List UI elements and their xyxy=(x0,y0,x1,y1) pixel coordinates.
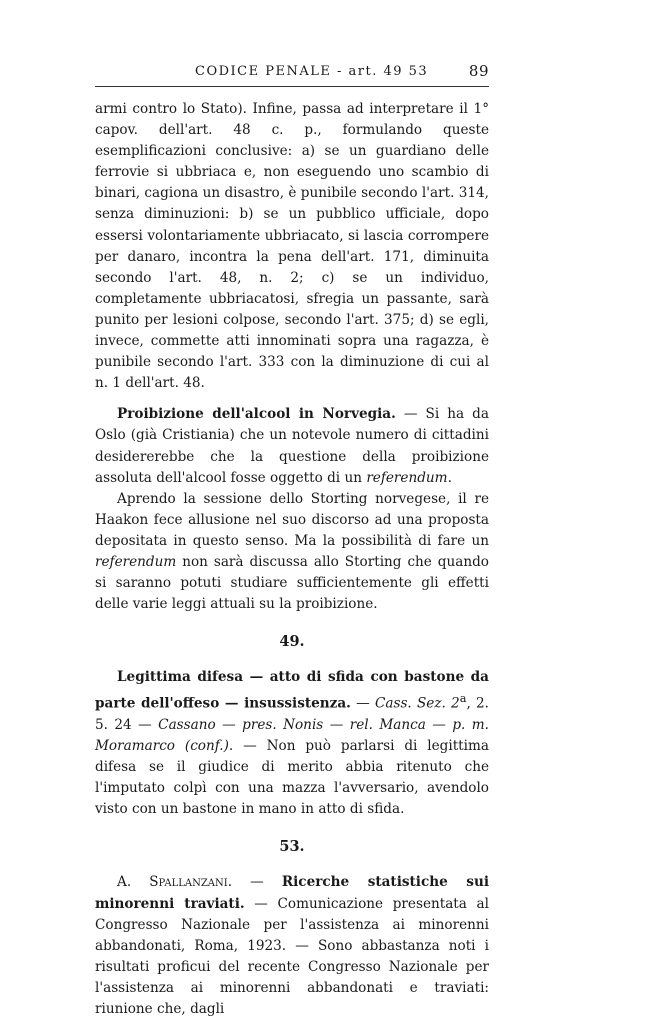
paragraph-storting xyxy=(95,489,489,616)
storting-text: Aprendo la sessione dello Storting norvegese, il re Haakon fece allusione nel suo discorso ad una proposta depositata in questo senso. Ma la possibilità di fare un xyxy=(95,490,489,549)
paragraph-spallanzani xyxy=(95,872,489,1020)
spallanzani-dash: — xyxy=(232,874,282,891)
running-head xyxy=(95,62,489,84)
page-number: 89 xyxy=(468,62,489,80)
paragraph-legitimate-defense xyxy=(95,667,489,820)
defense-parties: Cassano — pres. Nonis — rel. Manca — p. m. Moramarco (conf.) xyxy=(95,716,489,755)
defense-text: . — Non può parlarsi di legittima difesa se il giudice di merito abbia ritenuto che l'imputato colpì con una mazza l'avversario, avendolo visto con un bastone in mano in atto di sfida. xyxy=(95,738,489,818)
defense-date: , 2. 5. 24 — xyxy=(95,695,489,733)
spallanzani-author: A. Spallanzani. xyxy=(117,874,233,891)
defense-court-sup: a xyxy=(459,691,467,706)
running-head-title: CODICE PENALE - art. 49 53 xyxy=(195,64,429,79)
norway-text-end: . xyxy=(447,469,452,486)
norway-text: — Si ha da Oslo (già Cristiania) che un notevole numero di cittadini desidererebbe che la questione della proibizione assoluta dell'alcool fosse oggetto di un xyxy=(95,406,489,486)
norway-heading: Proibizione dell'alcool in Norvegia. xyxy=(117,406,396,423)
spacer xyxy=(95,394,489,404)
spacer xyxy=(95,820,489,836)
defense-dash: — xyxy=(350,695,375,712)
spallanzani-text: — Comunicazione presentata al Congresso Nazionale per l'assistenza ai minorenni abbandonati, Roma, 1923. — Sono abbastanza noti i risultati proficui del recente Congresso Nazionale per l'assistenza ai minorenni abbandonati e traviati: riunione che, dagli xyxy=(95,895,489,1017)
defense-heading: Legittima difesa — atto di sfida con bastone da parte dell'offeso — insussistenza. xyxy=(95,669,489,712)
defense-court: Cass. Sez. 2 xyxy=(374,695,460,712)
paragraph-norway-alcohol xyxy=(95,404,489,488)
section-number-49: 49. xyxy=(279,633,305,651)
paragraph-intoxication-examples: armi contro lo Stato). Infine, passa ad interpretare il 1° capov. dell'art. 48 c. p., formulando queste esemplificazioni conclusive: a) se un guardiano delle ferrovie si ubbriaca e, non eseguendo uno scambio di binari, cagiona un disastro, è punibile secondo l'art. 314, senza diminuzioni: b) se un pubblico ufficiale, dopo essersi volontariamente ubbriacato, si lascia corrompere per danaro, incontra la pena dell'art. 171, diminuita secondo l'art. 48, n. 2; c) se un individuo, completamente ubbriacatosi, sfregia un passante, sarà punito per lesioni colpose, secondo l'art. 375; d) se egli, invece, commette atti innominati sopra una ragazza, è punibile secondo l'art. 333 con la diminuzione di cui al n. 1 dell'art. 48. xyxy=(95,101,489,392)
norway-referendum: referendum xyxy=(366,469,448,486)
section-number-53: 53. xyxy=(279,838,305,856)
header-rule xyxy=(95,86,489,87)
spallanzani-heading: Ricerche statistiche sui minorenni traviati. xyxy=(95,874,489,912)
storting-text-end: non sarà discussa allo Storting che quando si saranno potuti studiare sufficientemente gli effetti delle varie leggi attuali su la proibizione. xyxy=(95,553,489,613)
spacer xyxy=(95,615,489,631)
book-page xyxy=(95,62,489,1020)
storting-referendum: referendum xyxy=(95,553,177,570)
